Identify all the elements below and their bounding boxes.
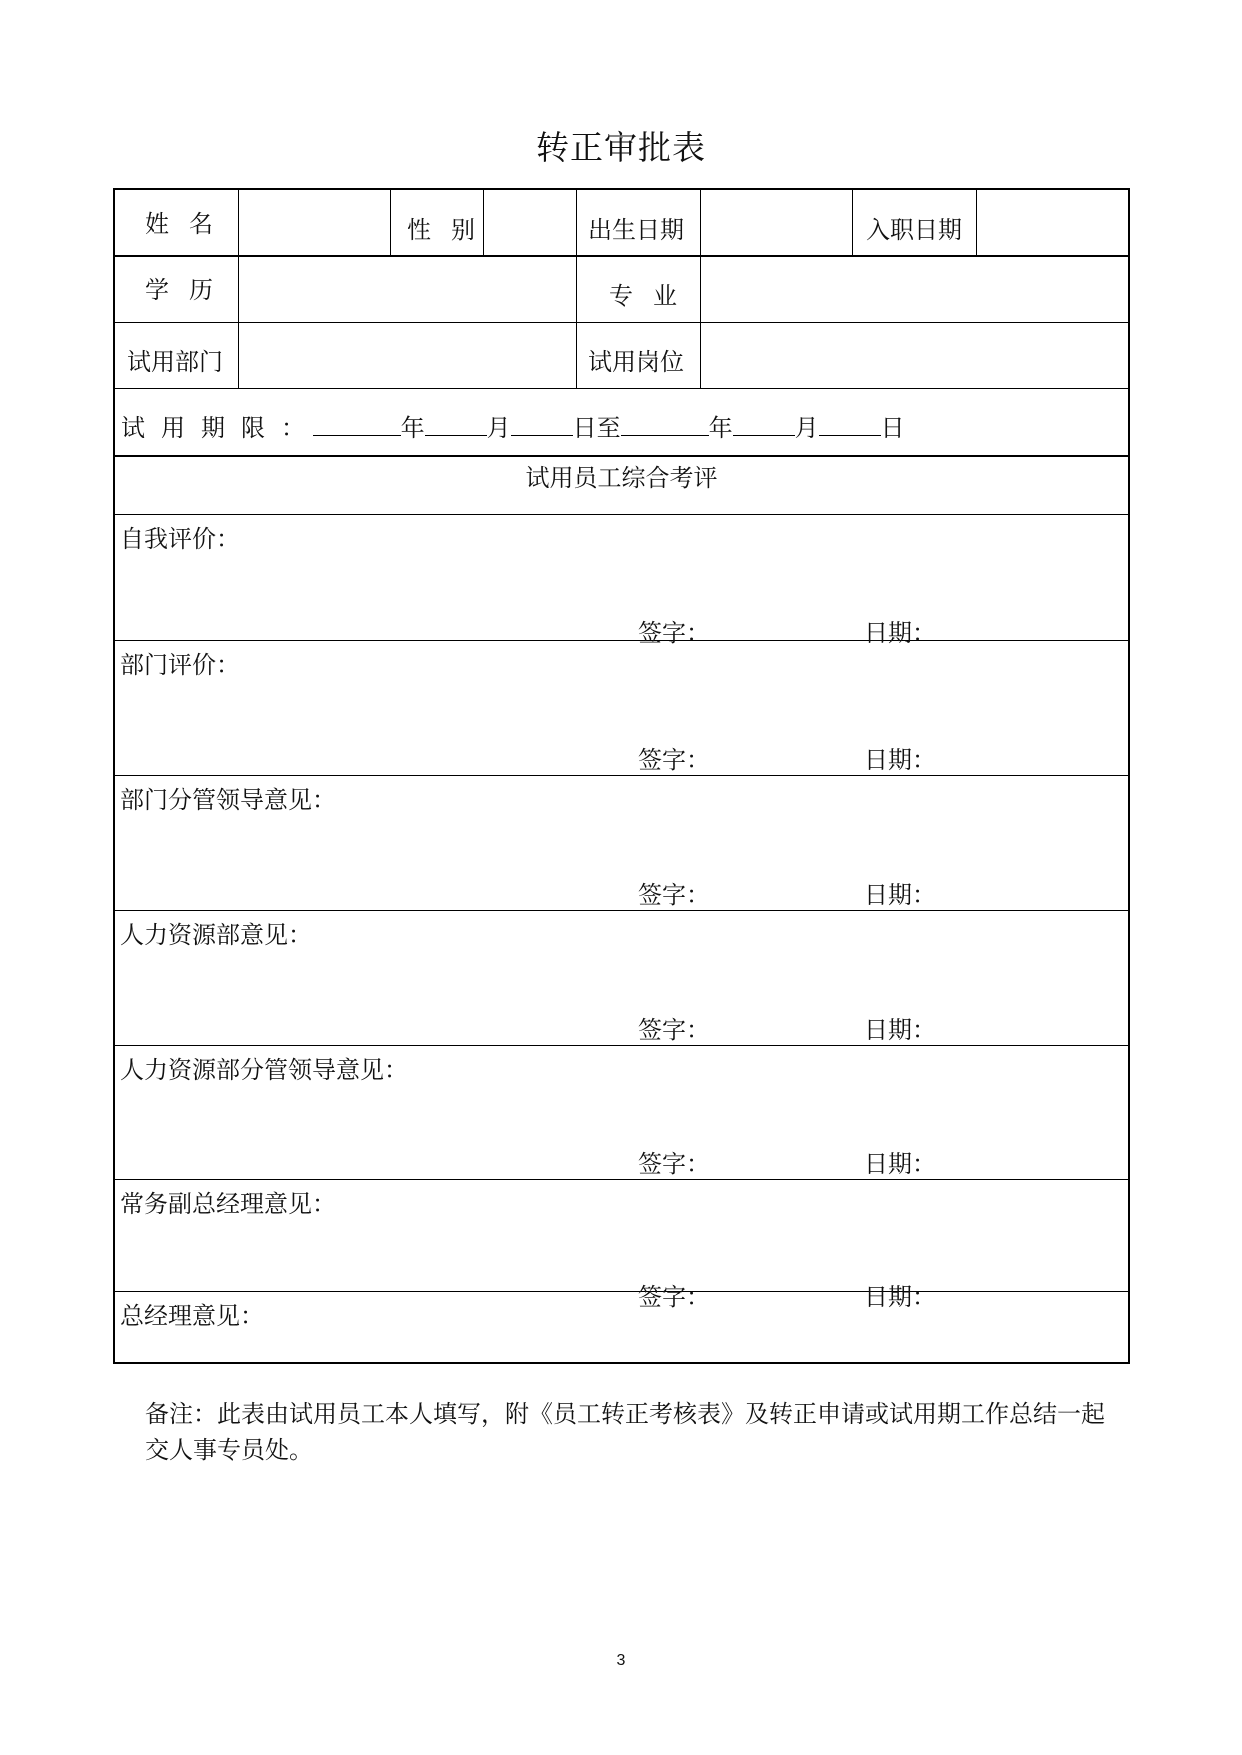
row-divider	[115, 640, 1128, 641]
date-label: 日期：	[864, 881, 936, 909]
col-divider	[852, 190, 853, 255]
gm-opinion-field[interactable]	[119, 1328, 1124, 1360]
clipped-signature-row	[115, 1270, 1128, 1311]
evaluation-title: 试用员工综合考评	[525, 464, 718, 492]
col-divider	[976, 190, 977, 255]
date-label: 日期：	[864, 746, 936, 774]
signature-label: 签字：	[638, 881, 710, 909]
end-year-blank[interactable]	[621, 411, 709, 436]
col-divider	[390, 190, 391, 255]
date-label: 日期：	[864, 619, 936, 647]
signature-label: 签字：	[638, 746, 710, 774]
trial-department-field[interactable]	[242, 326, 572, 384]
row-divider	[115, 255, 1128, 257]
page-number: 3	[616, 1652, 626, 1669]
trial-period-label: 试用期限	[121, 414, 281, 442]
signature-label: 签字：	[638, 1283, 710, 1311]
department-evaluation-field[interactable]	[119, 678, 1124, 738]
row-divider	[115, 514, 1128, 515]
birth-date-field[interactable]	[704, 194, 848, 252]
trial-period-colon: ：	[281, 414, 305, 442]
executive-vp-opinion-field[interactable]	[119, 1217, 1124, 1277]
row-divider	[115, 1291, 1128, 1292]
signature-label: 签字：	[638, 619, 710, 647]
self-evaluation-field[interactable]	[119, 552, 1124, 602]
day-to-unit: 日至	[572, 414, 621, 442]
row-divider	[115, 910, 1128, 911]
major-field[interactable]	[704, 260, 1126, 318]
end-day-blank[interactable]	[819, 411, 881, 436]
dept-leader-opinion-field[interactable]	[119, 813, 1124, 873]
trial-position-label: 试用岗位	[588, 348, 684, 376]
self-evaluation-label: 自我评价：	[120, 525, 240, 553]
row-divider	[115, 322, 1128, 323]
row-divider	[115, 1045, 1128, 1046]
name-label: 姓名	[145, 210, 233, 238]
col-divider	[700, 190, 701, 388]
month-unit: 月	[794, 414, 819, 442]
department-evaluation-label: 部门评价：	[120, 651, 240, 679]
form-title: 转正审批表	[536, 128, 706, 167]
col-divider	[576, 190, 577, 388]
gender-field[interactable]	[487, 194, 573, 252]
hr-opinion-field[interactable]	[119, 948, 1124, 1008]
gender-label: 性别	[407, 216, 495, 244]
birth-date-label: 出生日期	[588, 216, 684, 244]
gm-opinion-label: 总经理意见：	[120, 1302, 264, 1330]
start-month-blank[interactable]	[425, 411, 487, 436]
row-divider	[115, 1179, 1128, 1180]
approval-form-table	[113, 188, 1130, 1364]
row-divider	[115, 775, 1128, 776]
major-label: 专业	[609, 282, 697, 310]
row-divider	[115, 455, 1128, 457]
hr-leader-opinion-field[interactable]	[119, 1083, 1124, 1143]
hire-date-label: 入职日期	[866, 216, 962, 244]
hr-opinion-label: 人力资源部意见：	[120, 921, 312, 949]
hr-leader-opinion-label: 人力资源部分管领导意见：	[120, 1056, 408, 1084]
signature-label: 签字：	[638, 1150, 710, 1178]
date-label: 日期：	[864, 1150, 936, 1178]
form-note: 备注：此表由试用员工本人填写，附《员工转正考核表》及转正申请或试用期工作总结一起交人事专员处。	[145, 1400, 1105, 1464]
dept-leader-opinion-label: 部门分管领导意见：	[120, 786, 336, 814]
date-label: 日期：	[864, 1283, 936, 1311]
date-label: 日期：	[864, 1016, 936, 1044]
name-field[interactable]	[242, 194, 386, 252]
trial-position-field[interactable]	[704, 326, 1126, 384]
year-unit: 年	[708, 414, 733, 442]
start-year-blank[interactable]	[313, 411, 401, 436]
start-day-blank[interactable]	[511, 411, 573, 436]
end-month-blank[interactable]	[733, 411, 795, 436]
trial-period-row	[121, 408, 905, 443]
day-unit: 日	[880, 414, 905, 442]
row-divider	[115, 388, 1128, 389]
hire-date-field[interactable]	[980, 194, 1126, 252]
year-unit: 年	[400, 414, 425, 442]
executive-vp-opinion-label: 常务副总经理意见：	[120, 1190, 336, 1218]
trial-department-label: 试用部门	[127, 348, 223, 376]
education-field[interactable]	[242, 260, 572, 318]
signature-label: 签字：	[638, 1016, 710, 1044]
month-unit: 月	[486, 414, 511, 442]
col-divider	[238, 190, 239, 388]
education-label: 学历	[145, 276, 233, 304]
